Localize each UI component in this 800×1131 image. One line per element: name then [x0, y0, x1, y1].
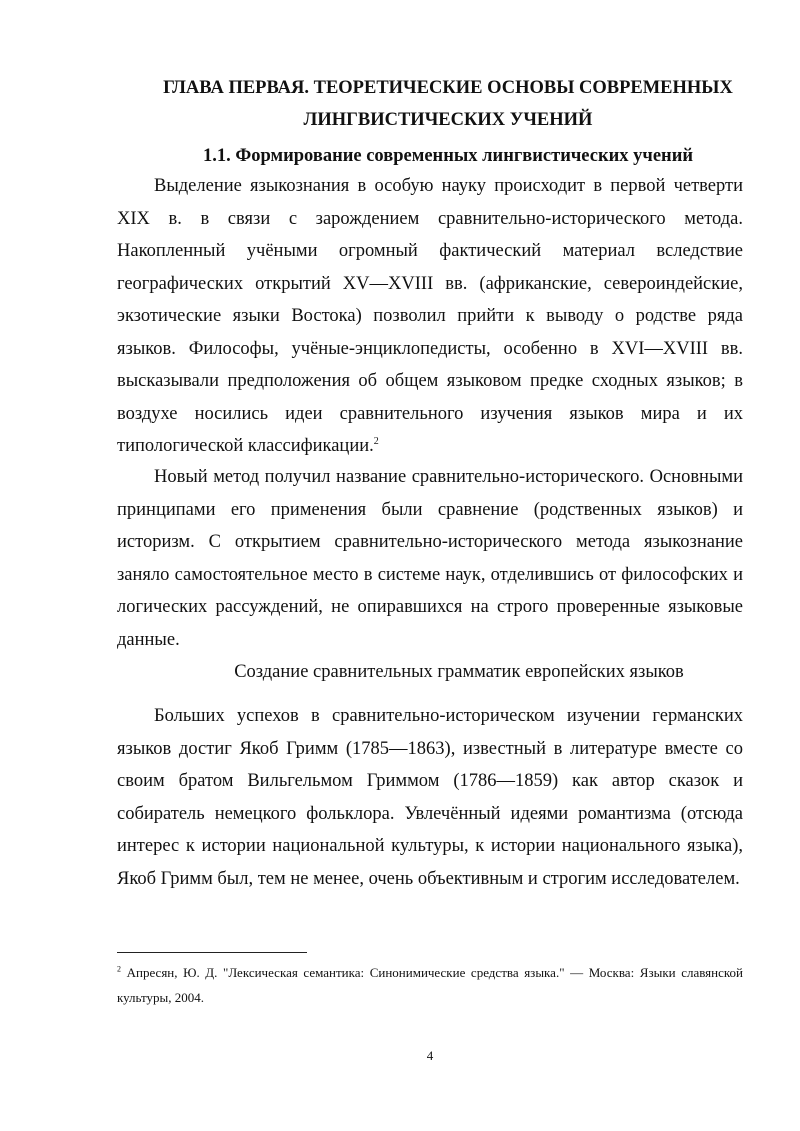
footnote-reference[interactable]: 2 [373, 435, 379, 447]
paragraph-3: Больших успехов в сравнительно-историческом изучении германских языков достиг Якоб Гримм (1785—1863), известный в литературе вместе со своим братом Вильгельмом Гриммом (1786—1859) как автор сказок и собиратель немецкого фольклора. Увлечённый идеями романтизма (отсюда интерес к истории национальной культуры, к истории национального языка), Якоб Гримм был, тем не менее, очень объективным и строгим исследователем. [117, 706, 743, 889]
section-title: 1.1. Формирование современных лингвистических учений [202, 146, 694, 166]
page-number: 4 [426, 1048, 434, 1063]
footnote-number: 2 [117, 964, 121, 974]
footnote [117, 960, 743, 1010]
chapter-title-line-2: ЛИНГВИСТИЧЕСКИХ УЧЕНИЙ [303, 110, 593, 130]
subheading: Создание сравнительных грамматик европейских языков [234, 662, 684, 682]
paragraph-1 [117, 170, 743, 463]
footnote-text: Апресян, Ю. Д. "Лексическая семантика: Синонимические средства языка." — Москва: Языки славянской культуры, 2004. [117, 965, 744, 1005]
chapter-title [118, 72, 778, 136]
paragraph-1-text: Выделение языкознания в особую науку происходит в первой четверти XIX в. в связи с зарождением сравнительно-исторического метода. Накопленный учёными огромный фактический материал вследствие географических открытий XV—XVIII вв. (африканские, североиндейские, экзотические языки Востока) позволил прийти к выводу о родстве ряда языков. Философы, учёные-энциклопедисты, особенно в XVI—XVIII вв. высказывали предположения об общем языковом предке сходных языков; в воздухе носились идеи сравнительного изучения языков мира и их типологической классификации. [117, 176, 743, 456]
paragraph-2: Новый метод получил название сравнительно-исторического. Основными принципами его применения были сравнение (родственных языков) и историзм. С открытием сравнительно-исторического метода языкознание заняло самостоятельное место в системе наук, отделившись от философских и логических рассуждений, не опиравшихся на строго проверенные языковые данные. [117, 467, 743, 650]
chapter-title-line-1: ГЛАВА ПЕРВАЯ. ТЕОРЕТИЧЕСКИЕ ОСНОВЫ СОВРЕМЕННЫХ [163, 78, 733, 98]
footnote-separator [117, 952, 307, 953]
